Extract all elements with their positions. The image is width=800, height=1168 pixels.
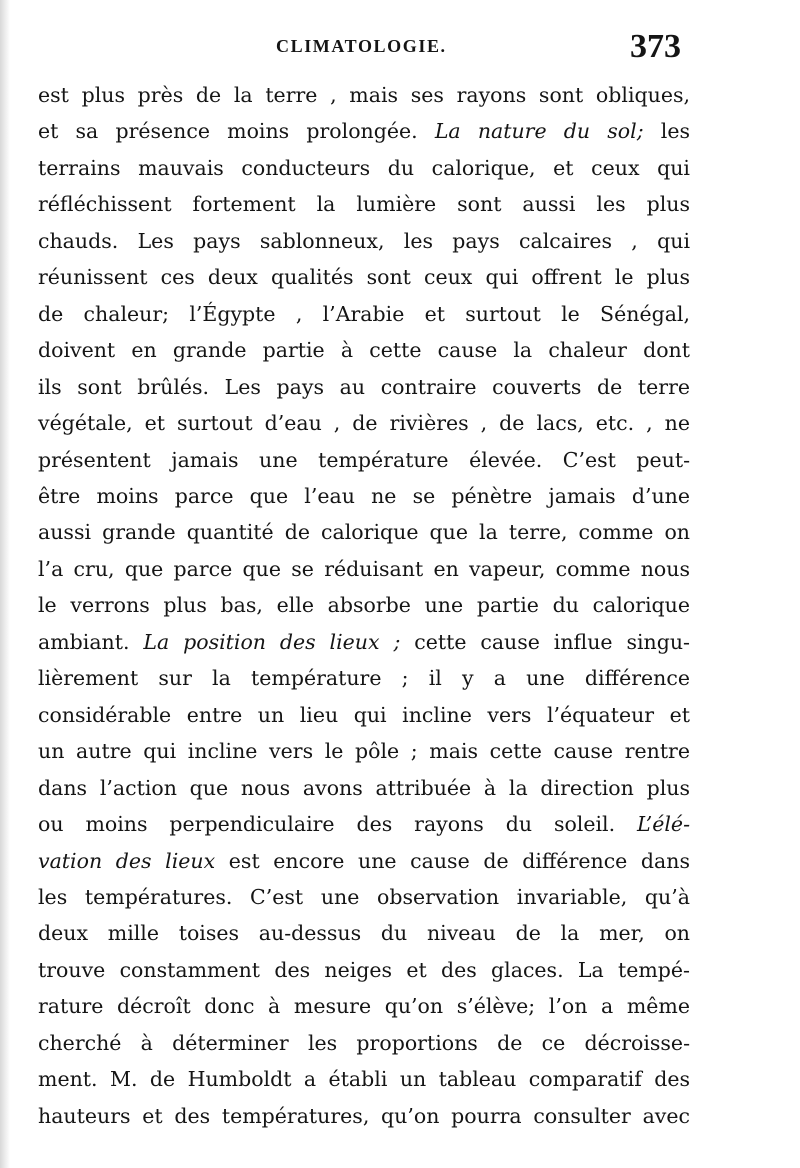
italic-text-segment: vation des lieux (38, 848, 216, 873)
text-line (38, 551, 690, 587)
text-line (38, 223, 690, 259)
text-segment: est encore une cause de différence dans (215, 848, 690, 873)
page-number: 373 (630, 28, 681, 65)
text-segment: aussi grande quantité de calorique que la terre, comme on (38, 520, 690, 545)
text-line (38, 405, 690, 441)
text-segment: deux mille toises au-dessus du niveau de la mer, on (38, 921, 690, 946)
text-line (38, 587, 690, 623)
text-segment: dans l’action que nous avons attribuée à la direction plus (38, 775, 690, 800)
text-line (38, 186, 690, 222)
text-segment: les températures. C’est une observation invariable, qu’à (38, 884, 690, 909)
text-segment: doivent en grande partie à cette cause la chaleur dont (38, 338, 690, 363)
text-segment: lièrement sur la température ; il y a une différence (38, 666, 690, 691)
text-segment: ils sont brûlés. Les pays au contraire couverts de terre (38, 374, 690, 399)
text-line (38, 843, 690, 879)
text-segment: de chaleur; l’Égypte , l’Arabie et surtout le Sénégal, (38, 301, 690, 326)
text-segment: le verrons plus bas, elle absorbe une partie du calorique (38, 593, 690, 618)
text-line (38, 1098, 690, 1134)
text-line (38, 660, 690, 696)
text-line (38, 770, 690, 806)
text-line (38, 879, 690, 915)
text-segment: est plus près de la terre , mais ses rayons sont obliques, (38, 83, 690, 107)
text-line (38, 697, 690, 733)
text-line (38, 296, 690, 332)
text-line (38, 915, 690, 951)
text-line (38, 988, 690, 1024)
text-segment: chauds. Les pays sablonneux, les pays calcaires , qui (38, 228, 690, 253)
text-segment: ment. M. de Humboldt a établi un tableau comparatif des (38, 1067, 690, 1092)
text-segment: trouve constamment des neiges et des glaces. La tempé- (38, 957, 690, 982)
text-line (38, 332, 690, 368)
text-line (38, 259, 690, 295)
text-segment: terrains mauvais conducteurs du calorique, et ceux qui (38, 155, 690, 180)
text-line (38, 478, 690, 514)
text-line (38, 442, 690, 478)
text-line (38, 77, 690, 113)
text-line (38, 733, 690, 769)
text-segment: réunissent ces deux qualités sont ceux qui offrent le plus (38, 265, 690, 290)
text-segment: hauteurs et des températures, qu’on pourra consulter avec (38, 1103, 690, 1128)
text-line (38, 1025, 690, 1061)
text-line (38, 150, 690, 186)
running-title: CLIMATOLOGIE. (276, 36, 447, 56)
text-segment: un autre qui incline vers le pôle ; mais cette cause rentre (38, 739, 690, 764)
text-segment: rature décroît donc à mesure qu’on s’élève; l’on a même (38, 994, 690, 1019)
text-segment: végétale, et surtout d’eau , de rivières , de lacs, etc. , ne (38, 411, 690, 436)
text-line (38, 369, 690, 405)
text-segment: présentent jamais une température élevée. C’est peut- (38, 447, 690, 472)
text-line (38, 514, 690, 550)
italic-text-segment: L’élé- (637, 812, 690, 837)
text-segment: réfléchissent fortement la lumière sont aussi les plus (38, 192, 690, 217)
italic-text-segment: La position des lieux ; (143, 629, 401, 654)
text-segment: cette cause influe singu- (400, 629, 690, 654)
text-segment: l’a cru, que parce que se réduisant en vapeur, comme nous (38, 556, 690, 581)
text-segment: ambiant. (38, 629, 144, 654)
body-paragraph (38, 77, 690, 1134)
text-segment: considérable entre un lieu qui incline vers l’équateur et (38, 702, 690, 727)
text-line (38, 806, 690, 842)
text-segment: et sa présence moins prolongée. (38, 119, 435, 144)
italic-text-segment: La nature du sol; (434, 119, 644, 144)
text-line (38, 624, 690, 660)
text-segment: être moins parce que l’eau ne se pénètre jamais d’une (38, 483, 690, 508)
text-line (38, 952, 690, 988)
text-segment: les (643, 119, 690, 144)
text-segment: cherché à déterminer les proportions de ce décroisse- (38, 1030, 690, 1055)
text-line (38, 113, 690, 149)
text-line (38, 1061, 690, 1097)
text-segment: ou moins perpendiculaire des rayons du soleil. (38, 812, 638, 837)
page-edge-shadow (0, 0, 10, 1168)
